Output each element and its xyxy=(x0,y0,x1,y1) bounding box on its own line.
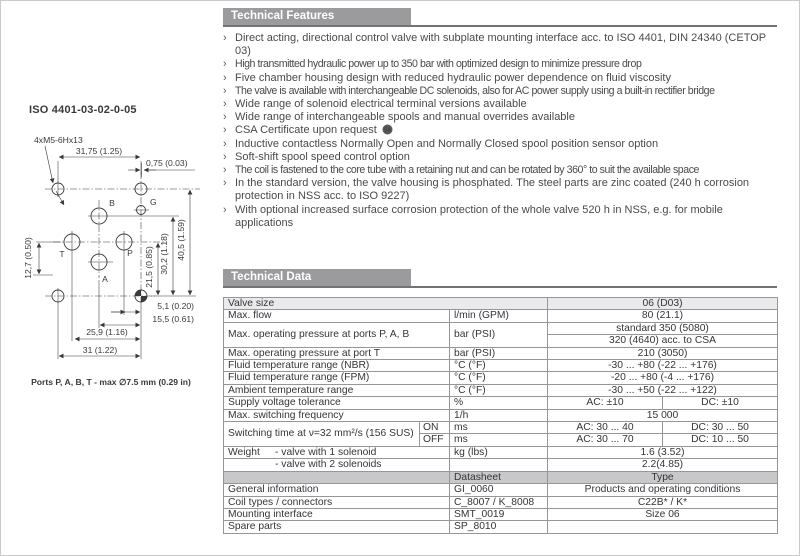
table-row-mounting-interface: Mounting interface SMT_0019 Size 06 xyxy=(224,508,778,520)
bullet-icon: › xyxy=(223,203,227,216)
dim-40-5: 40,5 (1.59) xyxy=(176,219,186,261)
dim-21-5: 21,5 (0.85) xyxy=(144,246,154,288)
bullet-icon: › xyxy=(223,84,227,97)
table-row-spare-parts: Spare parts SP_8010 xyxy=(224,521,778,533)
table-row-weight-1: Weight - valve with 1 solenoid kg (lbs) 1.6 (3.52) xyxy=(224,446,778,458)
port-label-g: G xyxy=(150,197,157,207)
section-title: Technical Features xyxy=(223,8,411,25)
bullet-icon: › xyxy=(223,71,227,84)
feature-item: › Wide range of interchangeable spools and manual overrides available xyxy=(223,111,575,124)
feature-item: › Direct acting, directional control valve with subplate mounting interface acc. to ISO 4401, DIN 24340 (CETOP 03) xyxy=(223,32,766,58)
dim-12-7: 12,7 (0.50) xyxy=(23,237,33,279)
mounting-interface-drawing xyxy=(1,134,216,372)
technical-data-header xyxy=(223,269,777,288)
table-row-pressure-pab-csa: 320 (4640) acc. to CSA xyxy=(224,335,778,347)
dim-15-5: 15,5 (0.61) xyxy=(152,314,194,324)
feature-item: › The valve is available with interchangeable DC solenoids, also for AC power supply using a built-in rectifier bridge xyxy=(223,84,715,97)
feature-item: › In the standard version, the valve housing is phosphated. The steel parts are zinc coated (240 h corrosion protection in NSS acc. to ISO 9227) xyxy=(223,177,750,203)
feature-item: › Soft-shift spool speed control option xyxy=(223,150,410,163)
weight-label: Weight xyxy=(228,446,260,458)
dim-30-2: 30,2 (1.18) xyxy=(159,233,169,275)
table-row-fluid-nbr: Fluid temperature range (NBR) °C (°F) -30 ... +80 (-22 ... +176) xyxy=(224,360,778,372)
table-row-switching-frequency: Max. switching frequency 1/h 15 000 xyxy=(224,409,778,421)
feature-item: › Inductive contactless Normally Open and Normally Closed spool position sensor option xyxy=(223,137,659,150)
bullet-icon: › xyxy=(223,124,227,137)
svg-text:SA: SA xyxy=(383,128,391,135)
bullet-icon: › xyxy=(223,98,227,111)
dim-31: 31 (1.22) xyxy=(82,345,118,355)
drawing-caption: Ports P, A, B, T - max ∅7.5 mm (0.29 in) xyxy=(31,377,191,387)
datum-fill xyxy=(141,296,147,302)
section-title: Technical Data xyxy=(223,269,411,286)
table-row-ambient: Ambient temperature range °C (°F) -30 ... +50 (-22 ... +122) xyxy=(224,384,778,396)
technical-data-table xyxy=(223,297,778,534)
dim-0-75: 0,75 (0.03) xyxy=(146,158,188,168)
table-row-switching-off: OFF ms AC: 30 ... 70 DC: 10 ... 50 xyxy=(224,434,778,446)
bullet-icon: › xyxy=(223,150,227,163)
table-row-supply-voltage: Supply voltage tolerance % AC: ±10 DC: ±10 xyxy=(224,397,778,409)
bullet-icon: › xyxy=(223,177,227,190)
feature-item: › With optional increased surface corrosion protection of the whole valve 520 h in NSS, e.g. for mobile applications xyxy=(223,203,723,229)
technical-features-header xyxy=(223,8,777,27)
port-label-t: T xyxy=(59,249,65,259)
table-row-datasheet-header: Datasheet Type xyxy=(224,471,778,483)
feature-item: › CSA Certificate upon request SA xyxy=(223,124,391,137)
port-label-p: P xyxy=(127,248,133,258)
port-label-a: A xyxy=(102,274,108,284)
drawing-title: ISO 4401-03-02-0-05 xyxy=(29,104,137,116)
table-row-switching-on: Switching time at ν=32 mm²/s (156 SUS) ON ms AC: 30 ... 40 DC: 30 ... 50 xyxy=(224,422,778,434)
datum-fill xyxy=(135,290,141,296)
bullet-icon: › xyxy=(223,58,227,71)
table-row-max-flow: Max. flow l/min (GPM) 80 (21.1) xyxy=(224,310,778,322)
feature-item: › Wide range of solenoid electrical terminal versions available xyxy=(223,98,527,111)
dim-25-9: 25,9 (1.16) xyxy=(86,327,128,337)
port-label-b: B xyxy=(109,198,115,208)
thread-callout: 4xM5-6Hx13 xyxy=(34,135,83,145)
feature-item: › The coil is fastened to the core tube with a retaining nut and can be rotated by 360° to suit the available space xyxy=(223,164,699,177)
bullet-icon: › xyxy=(223,111,227,124)
csa-mark-icon xyxy=(382,124,393,135)
table-row-coil-types: Coil types / connectors C_8007 / K_8008 C22B* / K* xyxy=(224,496,778,508)
table-row-fluid-fpm: Fluid temperature range (FPM) °C (°F) -20 ... +80 (-4 ... +176) xyxy=(224,372,778,384)
dim-31-75: 31,75 (1.25) xyxy=(75,146,123,156)
table-row-pressure-pab: Max. operating pressure at ports P, A, B bar (PSI) standard 350 (5080) xyxy=(224,322,778,334)
bullet-icon: › xyxy=(223,32,227,44)
table-row-pressure-t: Max. operating pressure at port T bar (PSI) 210 (3050) xyxy=(224,347,778,359)
table-row-valve-size: Valve size 06 (D03) xyxy=(224,298,778,310)
bullet-icon: › xyxy=(223,137,227,150)
table-row-general-information: General information GI_0060 Products and operating conditions xyxy=(224,484,778,496)
bullet-icon: › xyxy=(223,164,227,177)
dim-5-1: 5,1 (0.20) xyxy=(157,301,194,311)
feature-item: › Five chamber housing design with reduced hydraulic power dependence on fluid viscosity xyxy=(223,71,671,84)
features-list xyxy=(223,32,777,230)
feature-item: › High transmitted hydraulic power up to 350 bar with optimized design to minimize pressure drop xyxy=(223,58,642,71)
table-row-weight-2: - valve with 2 solenoids 2.2(4.85) xyxy=(224,459,778,471)
